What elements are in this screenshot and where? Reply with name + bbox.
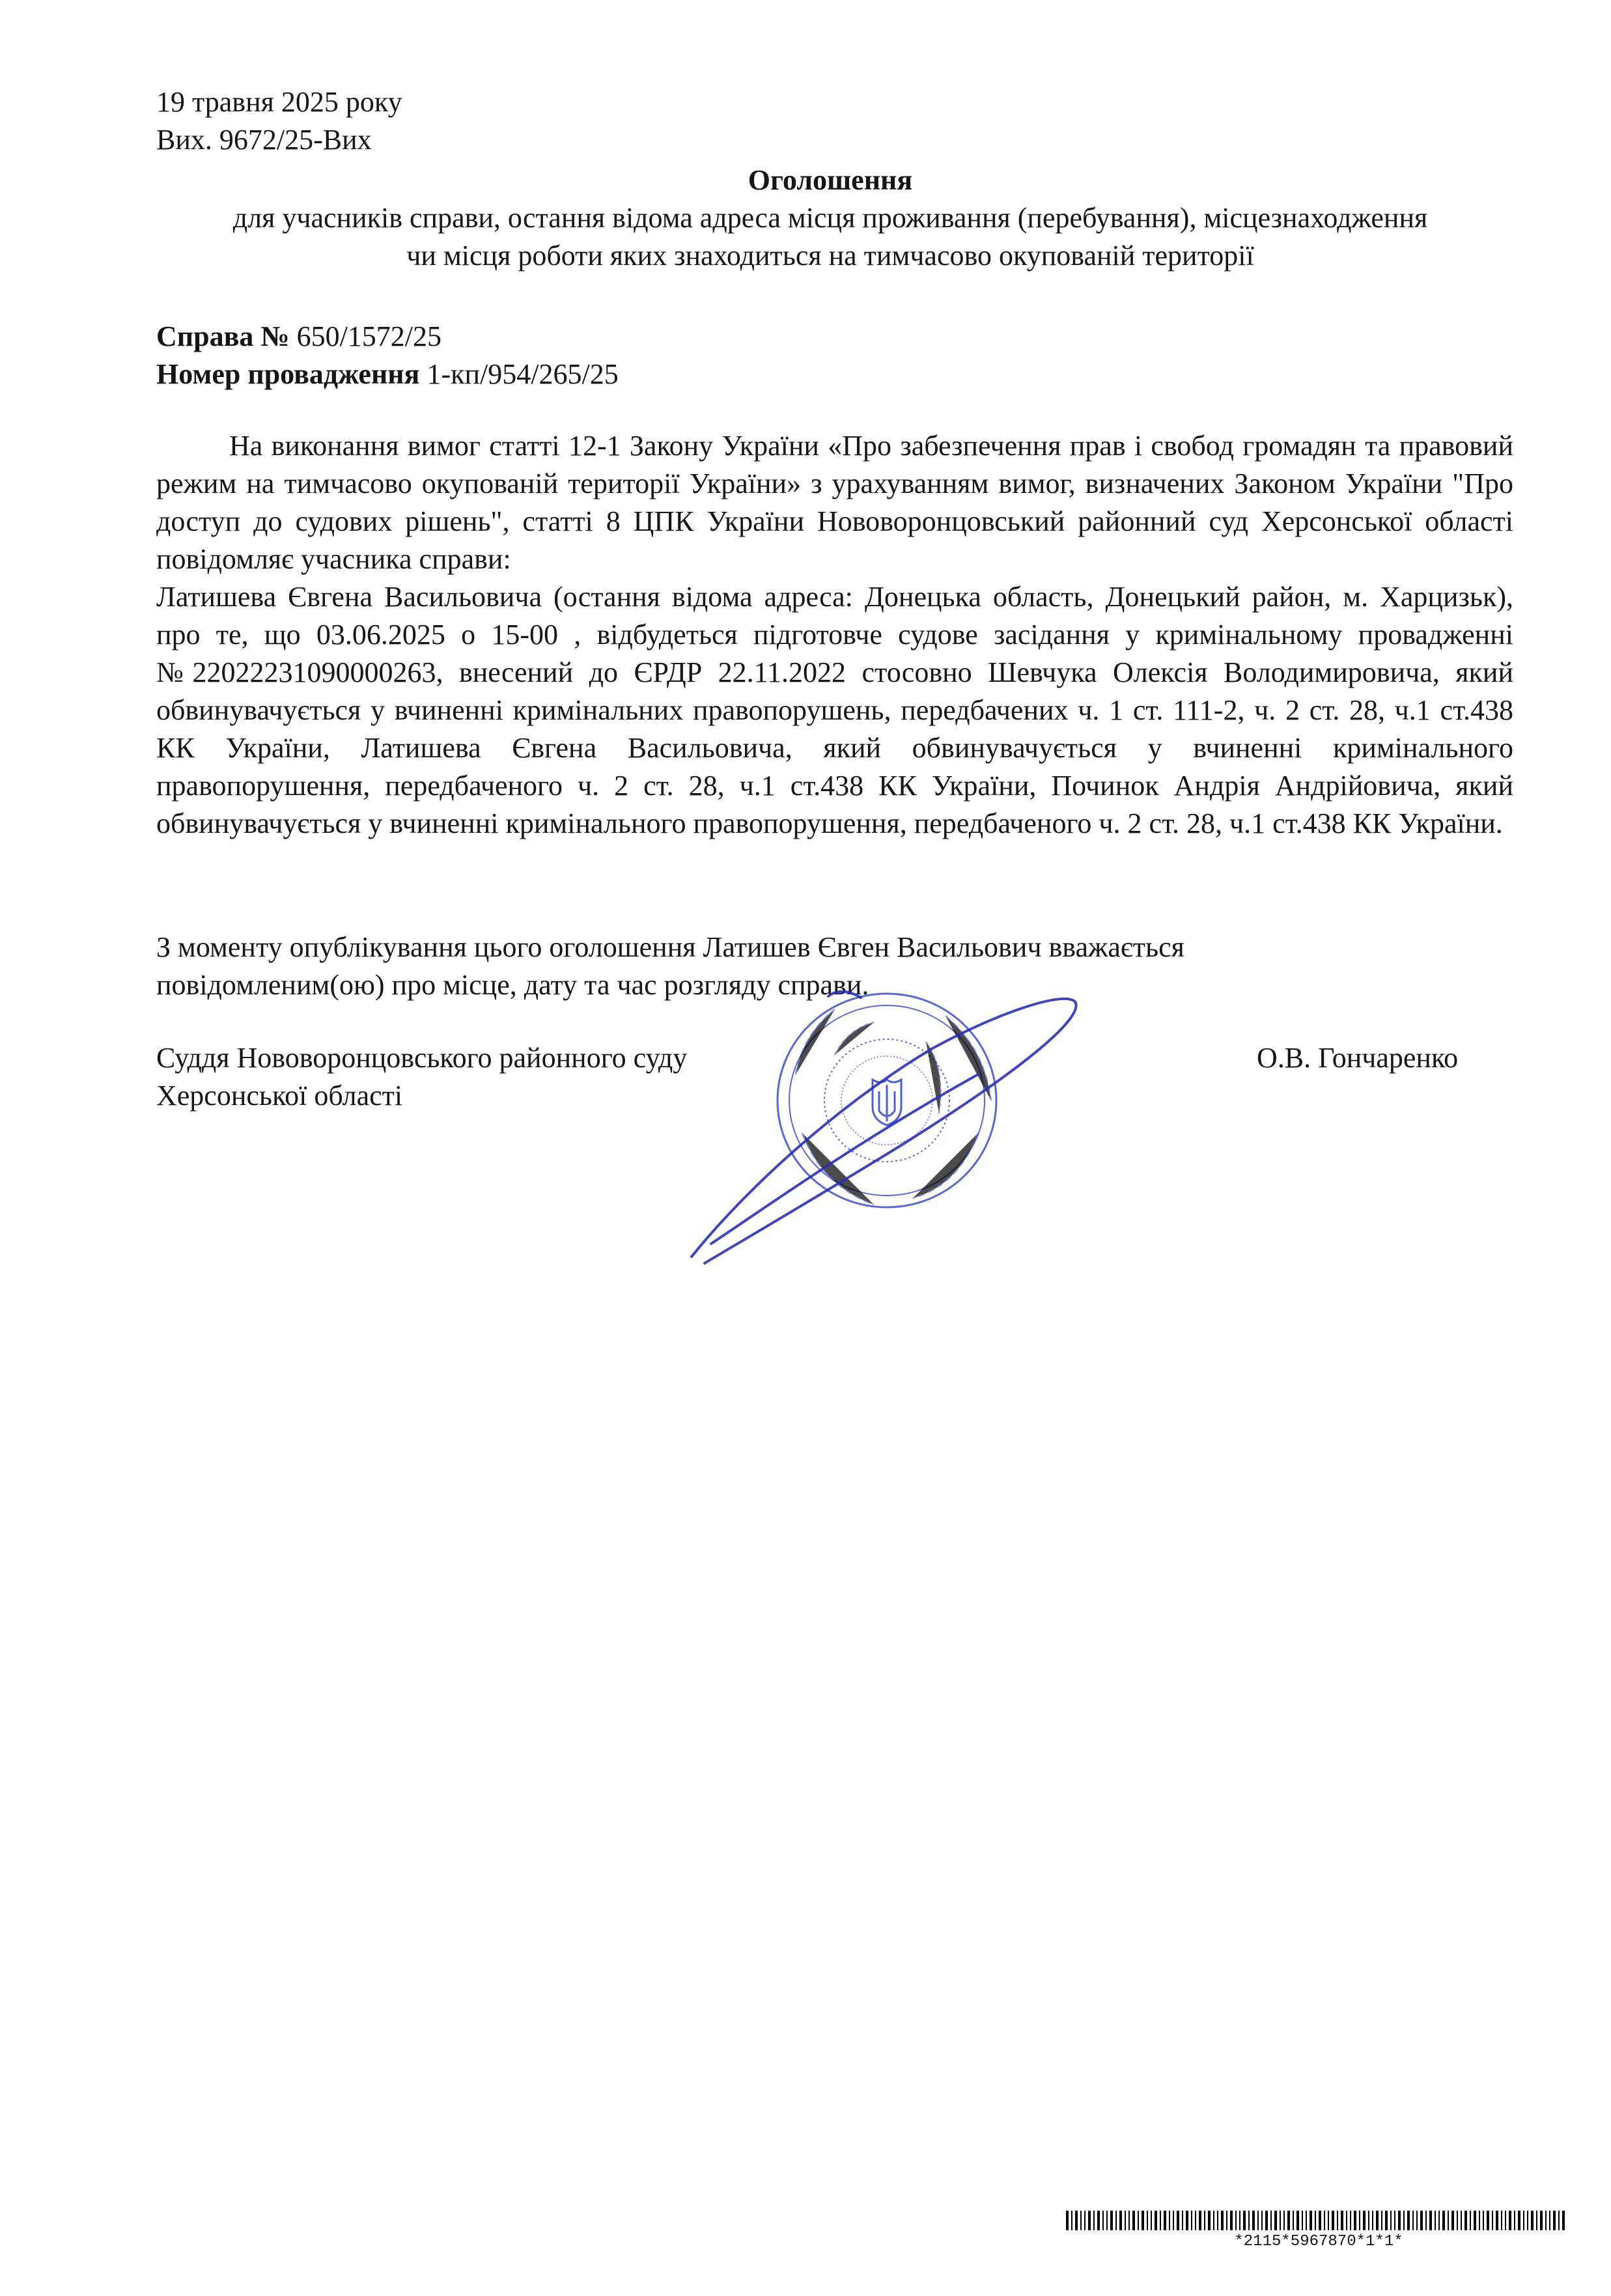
document-subtitle-line-2: чи місця роботи яких знаходиться на тимчасово окупованій території: [406, 240, 1254, 272]
document-barcode: [1066, 2211, 1567, 2230]
case-number-line: [156, 318, 441, 356]
handwritten-signature: [692, 992, 1076, 1263]
body-paragraph-1: [156, 427, 1513, 578]
proceeding-number-value: 1-кп/954/265/25: [427, 358, 619, 390]
notice-line-1: З моменту опублікування цього оголошення Латишев Євген Васильович вважається: [156, 931, 1184, 963]
document-subtitle-line-1: для учасників справи, остання відома адреса місця проживання (перебування), місцезнаходження: [232, 202, 1428, 234]
court-seal-stamp: [665, 977, 1082, 1276]
coat-of-arms-icon: [873, 1080, 901, 1125]
proceeding-number-label: Номер провадження: [156, 358, 420, 390]
outgoing-number: Вих. 9672/25-Вих: [156, 124, 372, 156]
document-date: 19 травня 2025 року: [156, 86, 402, 118]
judge-position-line-2: Херсонської області: [156, 1080, 403, 1112]
case-number-label: Справа №: [156, 320, 290, 352]
notice-line-2: повідомленим(ою) про місце, дату та час розгляду справи.: [156, 969, 869, 1001]
case-number-value: 650/1572/25: [296, 320, 442, 352]
judge-name: О.В. Гончаренко: [1257, 1042, 1459, 1074]
proceeding-number-line: [156, 356, 619, 393]
body-paragraph-2: Латишева Євгена Васильовича (остання відома адреса: Донецька область, Донецький район, м. Харцизьк), про те, що 03.06.2025 о 15-00 , відбудеться підготовче судове засідання у кримінальному провадженні №22022231090000263, внесений до ЄРДР 22.11.2022 стосовно Шевчука Олексія Володимировича, який обвинувачується у вчиненні кримінальних правопорушень, передбачених ч. 1 ст. 111-2, ч. 2 ст. 28, ч.1 ст.438 КК України, Латишева Євгена Васильовича, який обвинувачується у вчиненні кримінального правопорушення, передбаченого ч. 2 ст. 28, ч.1 ст.438 КК України, Починок Андрія Андрійовича, який обвинувачується у вчиненні кримінального правопорушення, передбаченого ч. 2 ст. 28, ч.1 ст.438 КК України.: [156, 581, 1513, 839]
body-paragraph-1-text: На виконання вимог статті 12-1 Закону України «Про забезпечення прав і свобод громадян та правовий режим на тимчасово окупованій території України» з урахуванням вимог, визначених Законом України "Про доступ до судових рішень", статті 8 ЦПК України Нововоронцовський районний суд Херсонської області повідомляє учасника справи:: [156, 430, 1513, 575]
barcode-text: *2115*5967870*1*1*: [1234, 2233, 1403, 2250]
judge-position-line-1: Суддя Нововоронцовського районного суду: [156, 1042, 688, 1074]
document-heading: Оголошення: [748, 164, 913, 196]
